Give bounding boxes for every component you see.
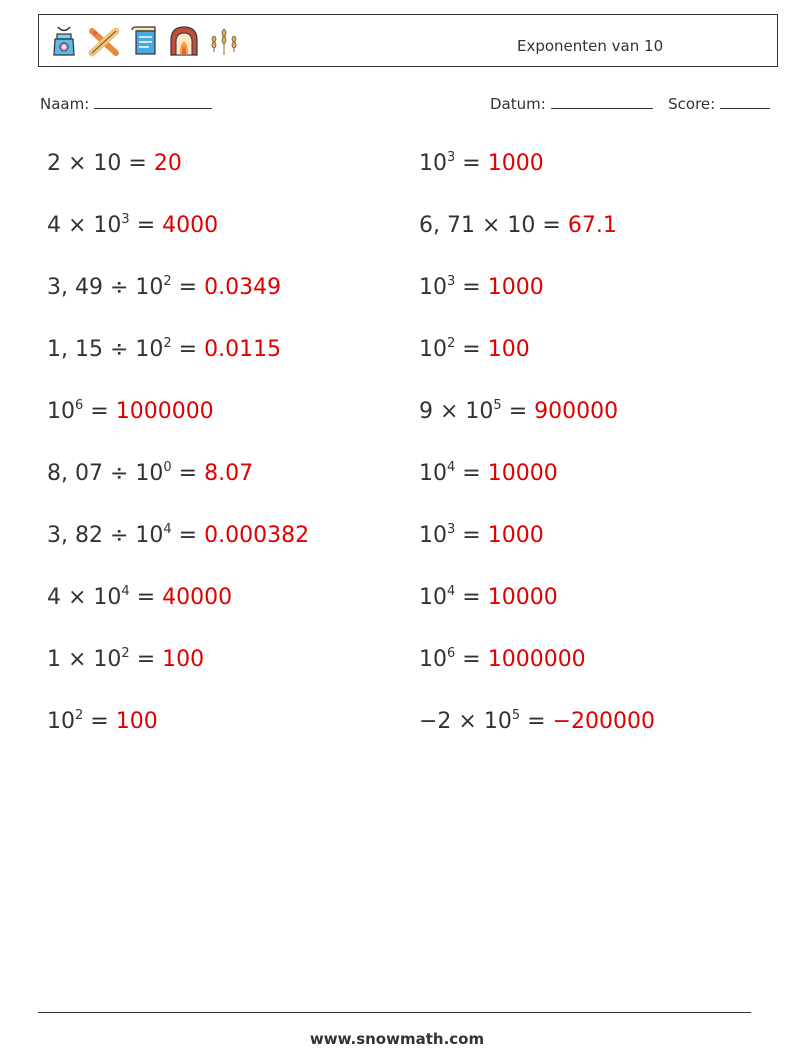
problem-expression: 10 <box>47 709 75 734</box>
problem-exponent: 2 <box>75 708 84 723</box>
problem-exponent: 0 <box>163 460 172 475</box>
page-title: Exponenten van 10 <box>517 37 664 55</box>
problem-expression: 8, 07 ÷ 10 <box>47 461 164 486</box>
problem-item <box>419 275 544 299</box>
score-blank[interactable] <box>720 94 770 109</box>
problem-expression: 10 <box>47 399 75 424</box>
equals-sign: = <box>171 523 205 548</box>
problem-item <box>47 337 281 361</box>
problem-expression: 3, 49 ÷ 10 <box>47 275 164 300</box>
problem-expression: 3, 82 ÷ 10 <box>47 523 164 548</box>
wheat-icon <box>207 24 241 58</box>
equals-sign: = <box>501 399 535 424</box>
problem-item <box>419 337 530 361</box>
problem-item <box>47 213 218 237</box>
equals-sign: = <box>455 647 488 672</box>
problem-exponent: 2 <box>163 336 172 351</box>
date-blank[interactable] <box>551 94 653 109</box>
problem-item <box>419 461 558 485</box>
problem-answer: 0.000382 <box>204 523 310 548</box>
equals-sign: = <box>121 151 154 176</box>
equals-sign: = <box>129 647 163 672</box>
problem-exponent: 3 <box>121 212 130 227</box>
problem-exponent: 3 <box>447 274 456 289</box>
problem-item <box>47 647 204 671</box>
problem-expression: 2 × 10 <box>47 151 122 176</box>
apron-icon <box>47 24 81 58</box>
name-blank[interactable] <box>94 94 212 109</box>
problem-exponent: 4 <box>163 522 172 537</box>
problem-expression: 4 × 10 <box>47 585 122 610</box>
problem-expression: 1 × 10 <box>47 647 122 672</box>
problem-answer: 100 <box>487 337 530 362</box>
problem-expression: 10 <box>419 275 447 300</box>
problem-expression: 10 <box>419 585 447 610</box>
problem-exponent: 2 <box>163 274 172 289</box>
equals-sign: = <box>129 585 163 610</box>
problem-answer: 40000 <box>162 585 233 610</box>
problem-exponent: 4 <box>121 584 130 599</box>
problem-expression: 10 <box>419 151 447 176</box>
problem-expression: −2 × 10 <box>419 709 512 734</box>
problem-answer: 1000 <box>487 151 544 176</box>
problem-answer: 8.07 <box>204 461 254 486</box>
problem-answer: 4000 <box>162 213 219 238</box>
problem-exponent: 4 <box>447 584 456 599</box>
problem-exponent: 6 <box>447 646 456 661</box>
name-label: Naam: <box>40 95 90 113</box>
oven-icon <box>167 24 201 58</box>
problem-item <box>47 523 309 547</box>
problem-answer: −200000 <box>552 709 655 734</box>
problem-expression: 1, 15 ÷ 10 <box>47 337 164 362</box>
recipe-card-icon <box>127 24 161 58</box>
equals-sign: = <box>535 213 568 238</box>
date-score-fields <box>490 94 770 113</box>
problem-item <box>419 585 558 609</box>
problem-exponent: 5 <box>511 708 521 723</box>
footer-url: www.snowmath.com <box>309 1030 485 1048</box>
problem-expression: 9 × 10 <box>419 399 494 424</box>
problem-exponent: 6 <box>75 398 84 413</box>
equals-sign: = <box>171 461 205 486</box>
equals-sign: = <box>171 275 205 300</box>
problem-answer: 0.0349 <box>204 275 282 300</box>
problem-answer: 1000 <box>487 523 544 548</box>
problem-answer: 1000 <box>487 275 544 300</box>
problem-answer: 10000 <box>487 461 558 486</box>
problem-answer: 100 <box>162 647 205 672</box>
equals-sign: = <box>83 399 116 424</box>
rolling-pin-icon <box>87 24 121 58</box>
problem-exponent: 3 <box>447 150 456 165</box>
problem-item <box>47 275 281 299</box>
score-label: Score: <box>668 95 716 113</box>
problem-expression: 10 <box>419 647 447 672</box>
equals-sign: = <box>129 213 163 238</box>
equals-sign: = <box>520 709 553 734</box>
date-label: Datum: <box>490 95 546 113</box>
problem-expression: 10 <box>419 337 447 362</box>
equals-sign: = <box>455 275 488 300</box>
problem-answer: 67.1 <box>567 213 617 238</box>
equals-sign: = <box>455 461 488 486</box>
equals-sign: = <box>455 523 488 548</box>
footer-divider <box>38 1012 751 1013</box>
problem-item <box>419 709 655 733</box>
header-icons <box>47 23 241 59</box>
name-field <box>40 94 212 113</box>
problem-exponent: 2 <box>447 336 456 351</box>
problem-item <box>419 523 544 547</box>
header-box <box>38 14 778 67</box>
problem-answer: 0.0115 <box>204 337 282 362</box>
problem-exponent: 2 <box>121 646 130 661</box>
problem-answer: 1000000 <box>115 399 214 424</box>
equals-sign: = <box>171 337 205 362</box>
problem-expression: 4 × 10 <box>47 213 122 238</box>
problem-answer: 1000000 <box>487 647 586 672</box>
problem-item <box>47 461 253 485</box>
problem-expression: 6, 71 × 10 <box>419 213 536 238</box>
problem-expression: 10 <box>419 523 447 548</box>
problem-exponent: 4 <box>447 460 456 475</box>
problem-item <box>47 585 232 609</box>
problem-answer: 900000 <box>534 399 619 424</box>
equals-sign: = <box>455 337 488 362</box>
problem-item <box>47 709 158 733</box>
equals-sign: = <box>83 709 116 734</box>
problem-expression: 10 <box>419 461 447 486</box>
problem-item <box>419 647 586 671</box>
problem-answer: 10000 <box>487 585 558 610</box>
problem-item <box>419 213 617 237</box>
problem-item <box>419 151 544 175</box>
problem-exponent: 3 <box>447 522 456 537</box>
problem-item <box>419 399 618 423</box>
equals-sign: = <box>455 151 488 176</box>
problem-exponent: 5 <box>493 398 502 413</box>
problem-item <box>47 399 214 423</box>
problem-item <box>47 151 182 175</box>
problem-answer: 100 <box>115 709 158 734</box>
problem-answer: 20 <box>153 151 182 176</box>
equals-sign: = <box>455 585 488 610</box>
